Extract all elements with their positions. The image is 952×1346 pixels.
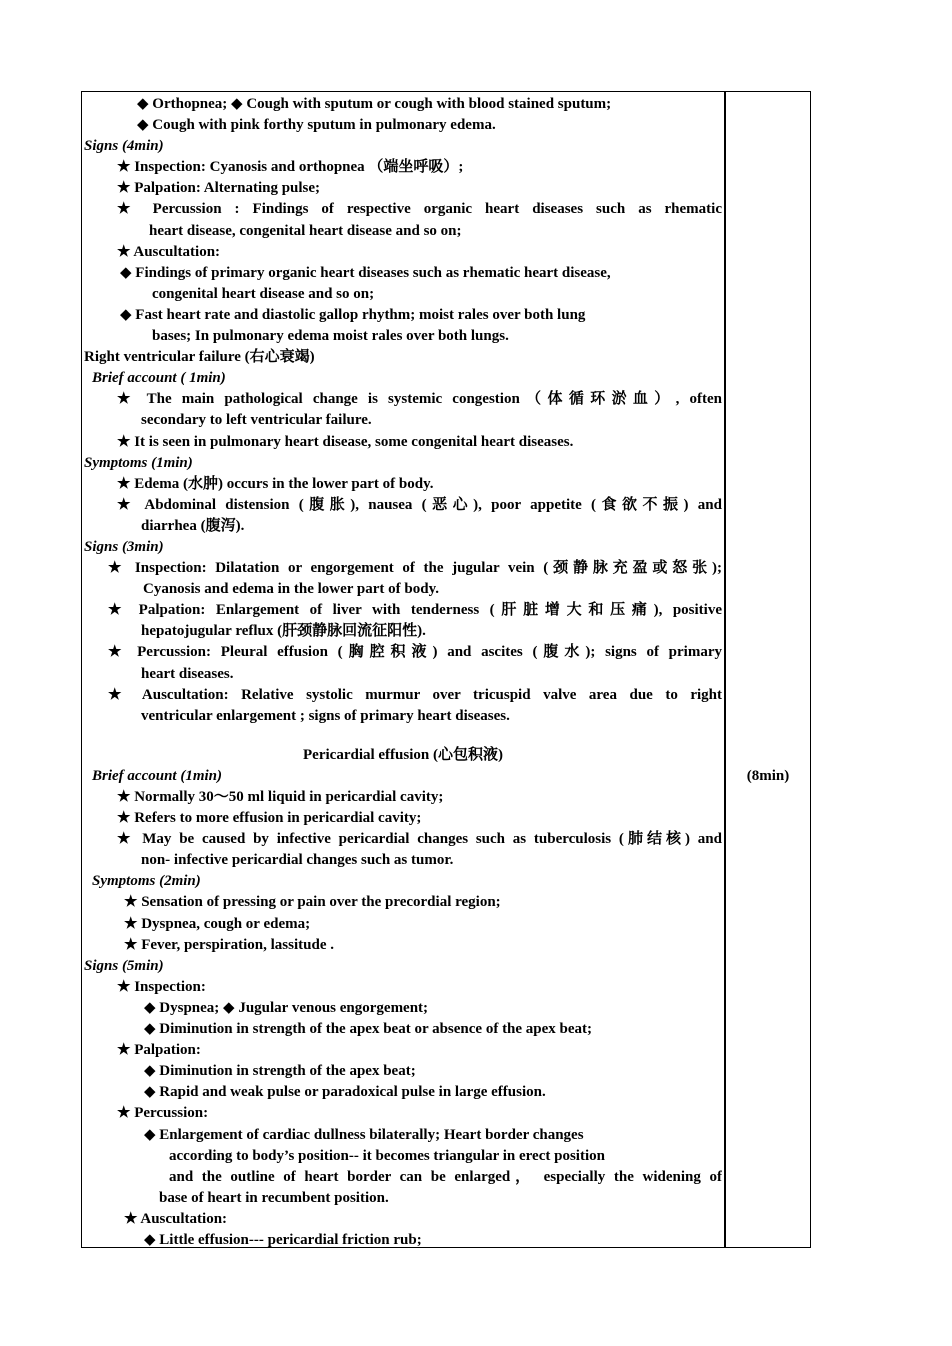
text-line: ★ Percussion: — [117, 1105, 209, 1122]
text-line: secondary to left ventricular failure. — [141, 412, 372, 429]
text-line: Cyanosis and edema in the lower part of body. — [143, 581, 440, 598]
text-line: heart diseases. — [141, 665, 234, 682]
text-line: Right ventricular failure (右心衰竭) — [84, 349, 315, 366]
text-line: ★ Auscultation: — [117, 243, 221, 260]
text-line: ★ Inspection: Dilatation or engorgement of the jugular vein (颈静脉充盈或怒张); — [108, 560, 722, 577]
text-line: ◆ Findings of primary organic heart diseases such as rhematic heart disease, — [120, 264, 611, 281]
text-line: ◆ Fast heart rate and diastolic gallop rhythm; moist rales over both lung — [120, 306, 586, 323]
text-line: ★ Palpation: Alternating pulse; — [117, 180, 321, 197]
text-line: ★ It is seen in pulmonary heart disease, some congenital heart diseases. — [117, 433, 574, 450]
text-line: ventricular enlargement ; signs of primary heart diseases. — [141, 707, 510, 724]
text-line: ★ Palpation: Enlargement of liver with tenderness (肝脏增大和压痛), positive — [108, 602, 722, 619]
text-line: ★ Abdominal distension (腹胀), nausea (恶心), poor appetite (食欲不振) and — [117, 496, 722, 513]
section-heading: Symptoms (2min) — [92, 873, 201, 890]
time-allocation-label: (8min) — [746, 768, 790, 784]
text-line: ◆ Rapid and weak pulse or paradoxical pulse in large effusion. — [144, 1084, 546, 1101]
text-line: ◆ Enlargement of cardiac dullness bilaterally; Heart border changes — [144, 1126, 584, 1143]
text-line: ◆ Cough with pink forthy sputum in pulmonary edema. — [137, 117, 496, 134]
text-line: ★ Palpation: — [117, 1042, 201, 1059]
text-line: ★ May be caused by infective pericardial changes such as tuberculosis (肺结核) and — [117, 831, 722, 848]
text-line: congenital heart disease and so on; — [152, 285, 375, 302]
text-line: hepatojugular reflux (肝颈静脉回流征阳性). — [141, 623, 426, 640]
text-line: ★ Percussion: Pleural effusion (胸腔积液) and ascites (腹水); signs of primary — [108, 644, 722, 661]
text-line: ★ Normally 30～50 ml liquid in pericardial cavity; — [117, 789, 444, 805]
text-line: diarrhea (腹泻). — [141, 517, 245, 534]
text-line: according to body’s position-- it becomes triangular in erect position — [169, 1147, 605, 1164]
text-line: ★ Sensation of pressing or pain over the precordial region; — [124, 894, 501, 911]
text-line: ★ Inspection: — [117, 978, 206, 995]
text-line: ★ Inspection: Cyanosis and orthopnea （端坐呼吸）; — [117, 159, 464, 176]
topic-title: Pericardial effusion (心包积液) — [303, 746, 503, 763]
section-heading: Signs (3min) — [84, 538, 164, 555]
text-line: heart disease, congenital heart disease and so on; — [149, 222, 462, 239]
text-line: non- infective pericardial changes such as tumor. — [141, 852, 454, 869]
section-heading: Brief account (1min) — [92, 767, 222, 784]
text-line: ◆ Diminution in strength of the apex beat; — [144, 1063, 416, 1080]
text-line: ◆ Orthopnea; ◆ Cough with sputum or cough with blood stained sputum; — [137, 96, 612, 112]
text-line: ★ Dyspnea, cough or edema; — [124, 915, 311, 932]
text-line: ★ The main pathological change is systemic congestion（体循环淤血）, often — [117, 391, 722, 408]
text-line: ★ Percussion : Findings of respective organic heart diseases such as rhematic — [117, 201, 722, 218]
text-line: ◆ Diminution in strength of the apex beat or absence of the apex beat; — [144, 1021, 593, 1038]
content-table — [81, 91, 811, 1248]
section-heading: Brief account ( 1min) — [92, 370, 226, 387]
text-line: ◆ Little effusion--- pericardial friction rub; — [144, 1231, 422, 1248]
time-allocation-cell — [726, 92, 810, 1247]
lecture-content-cell — [82, 94, 726, 1251]
text-line: and the outline of heart border can be enlarged， especially the widening of — [169, 1168, 722, 1185]
section-heading: Signs (5min) — [84, 957, 164, 974]
blank-line — [82, 727, 726, 745]
text-line: base of heart in recumbent position. — [159, 1189, 389, 1206]
text-line: ★ Auscultation: Relative systolic murmur over tricuspid valve area due to right — [108, 686, 722, 703]
text-line: ★ Fever, perspiration, lassitude . — [124, 936, 334, 953]
text-line: ◆ Dyspnea; ◆ Jugular venous engorgement; — [144, 999, 429, 1016]
text-line: bases; In pulmonary edema moist rales over both lungs. — [152, 328, 509, 345]
section-heading: Signs (4min) — [84, 138, 164, 155]
text-line: ★ Auscultation: — [124, 1210, 228, 1227]
text-line: ★ Edema (水肿) occurs in the lower part of body. — [117, 475, 434, 492]
text-line: ★ Refers to more effusion in pericardial cavity; — [117, 810, 422, 827]
section-heading: Symptoms (1min) — [84, 454, 193, 471]
